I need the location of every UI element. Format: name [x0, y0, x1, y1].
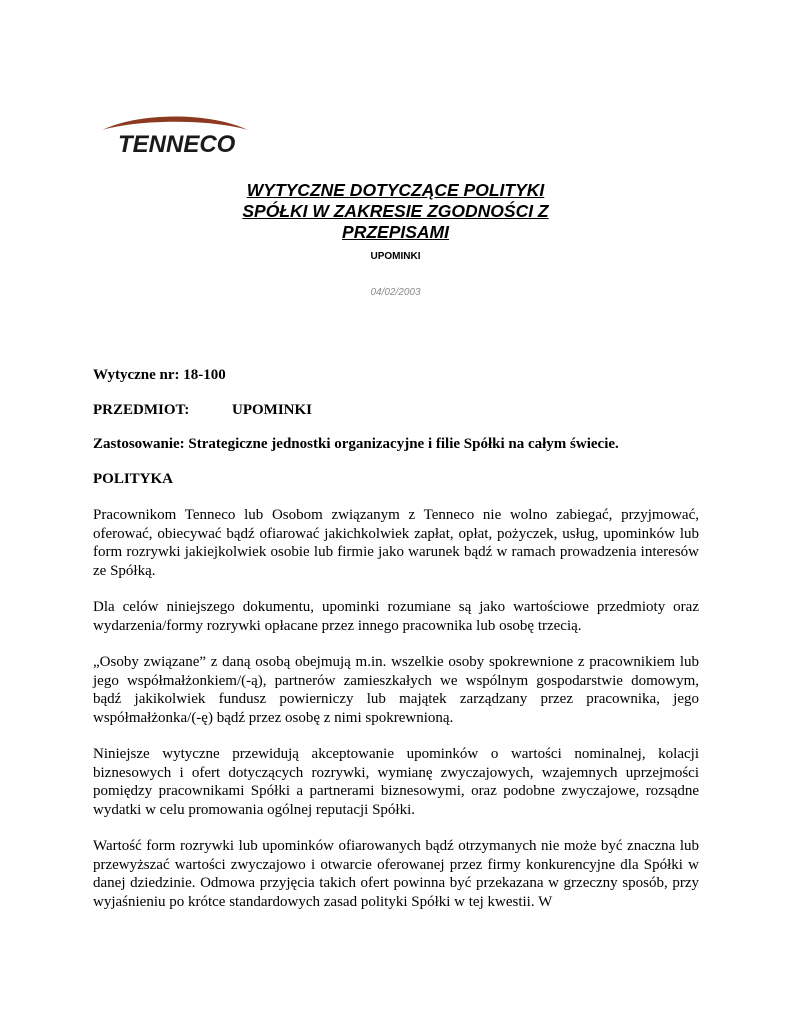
logo-wordmark: TENNECO — [118, 131, 236, 156]
subject-line — [93, 401, 699, 420]
document-subtitle: UPOMINKI — [370, 251, 421, 262]
document-title — [0, 180, 791, 243]
tenneco-logo — [100, 114, 250, 156]
paragraph-4: Niniejsze wytyczne przewidują akceptowanie upominków o wartości nominalnej, kolacji biznesowych i ofert dotyczących rozrywki, wymianę zwyczajowych, wzajemnych uprzejmości pomiędzy pracownikami Spółki a partnerami biznesowymi, oraz podobne zwyczajowe, rozsądne wydatki w celu promowania ogólnej reputacji Spółki. — [93, 746, 699, 818]
paragraph-3: „Osoby związane” z daną osobą obejmują m.in. wszelkie osoby spokrewnione z pracownikiem lub jego współmałżonkiem/(-ą), partnerów zamieszkałych we wspólnym gospodarstwie domowym, bądź jakikolwiek fundusz powierniczy lub majątek zarządzany przez pracownika, jego współmałżonka/(-ę) bądź przez osobę z nimi spokrewnioną. — [93, 654, 699, 726]
title-line-1: WYTYCZNE DOTYCZĄCE POLITYKI — [246, 180, 545, 200]
paragraph-5: Wartość form rozrywki lub upominków ofiarowanych bądź otrzymanych nie może być znaczna lub przewyższać wartości zwyczajowo i otwarcie oferowanej przez firmy konkurencyjne dla Spółki w danej dziedzinie. Odmowa przyjęcia takich ofert powinna być przekazana w grzeczny sposób, przy wyjaśnieniu po krótce standardowych zasad polityki Spółki w tej kwestii. W — [93, 838, 699, 910]
scope-line: Zastosowanie: Strategiczne jednostki organizacyjne i filie Spółki na całym świecie. — [93, 436, 619, 452]
subject-value: UPOMINKI — [232, 401, 312, 418]
document-body — [93, 366, 699, 929]
paragraph-1: Pracownikom Tenneco lub Osobom związanym z Tenneco nie wolno zabiegać, przyjmować, oferować, obiecywać bądź ofiarować jakichkolwiek zapłat, opłat, pożyczek, usług, upominków lub form rozrywki jakiejkolwiek osobie lub firmie jako warunek bądź w ramach prowadzenia interesów ze Spółką. — [93, 507, 699, 579]
title-line-3: PRZEPISAMI — [342, 222, 449, 242]
paragraph-2: Dla celów niniejszego dokumentu, upominki rozumiane są jako wartościowe przedmioty oraz wydarzenia/formy rozrywki opłacane przez innego pracownika lub osobę trzecią. — [93, 599, 699, 634]
section-heading: POLITYKA — [93, 470, 174, 487]
document-date: 04/02/2003 — [370, 287, 421, 298]
subject-label: PRZEDMIOT: — [93, 401, 190, 418]
guideline-number: Wytyczne nr: 18-100 — [93, 367, 226, 383]
title-line-2: SPÓŁKI W ZAKRESIE ZGODNOŚCI Z — [242, 201, 549, 221]
